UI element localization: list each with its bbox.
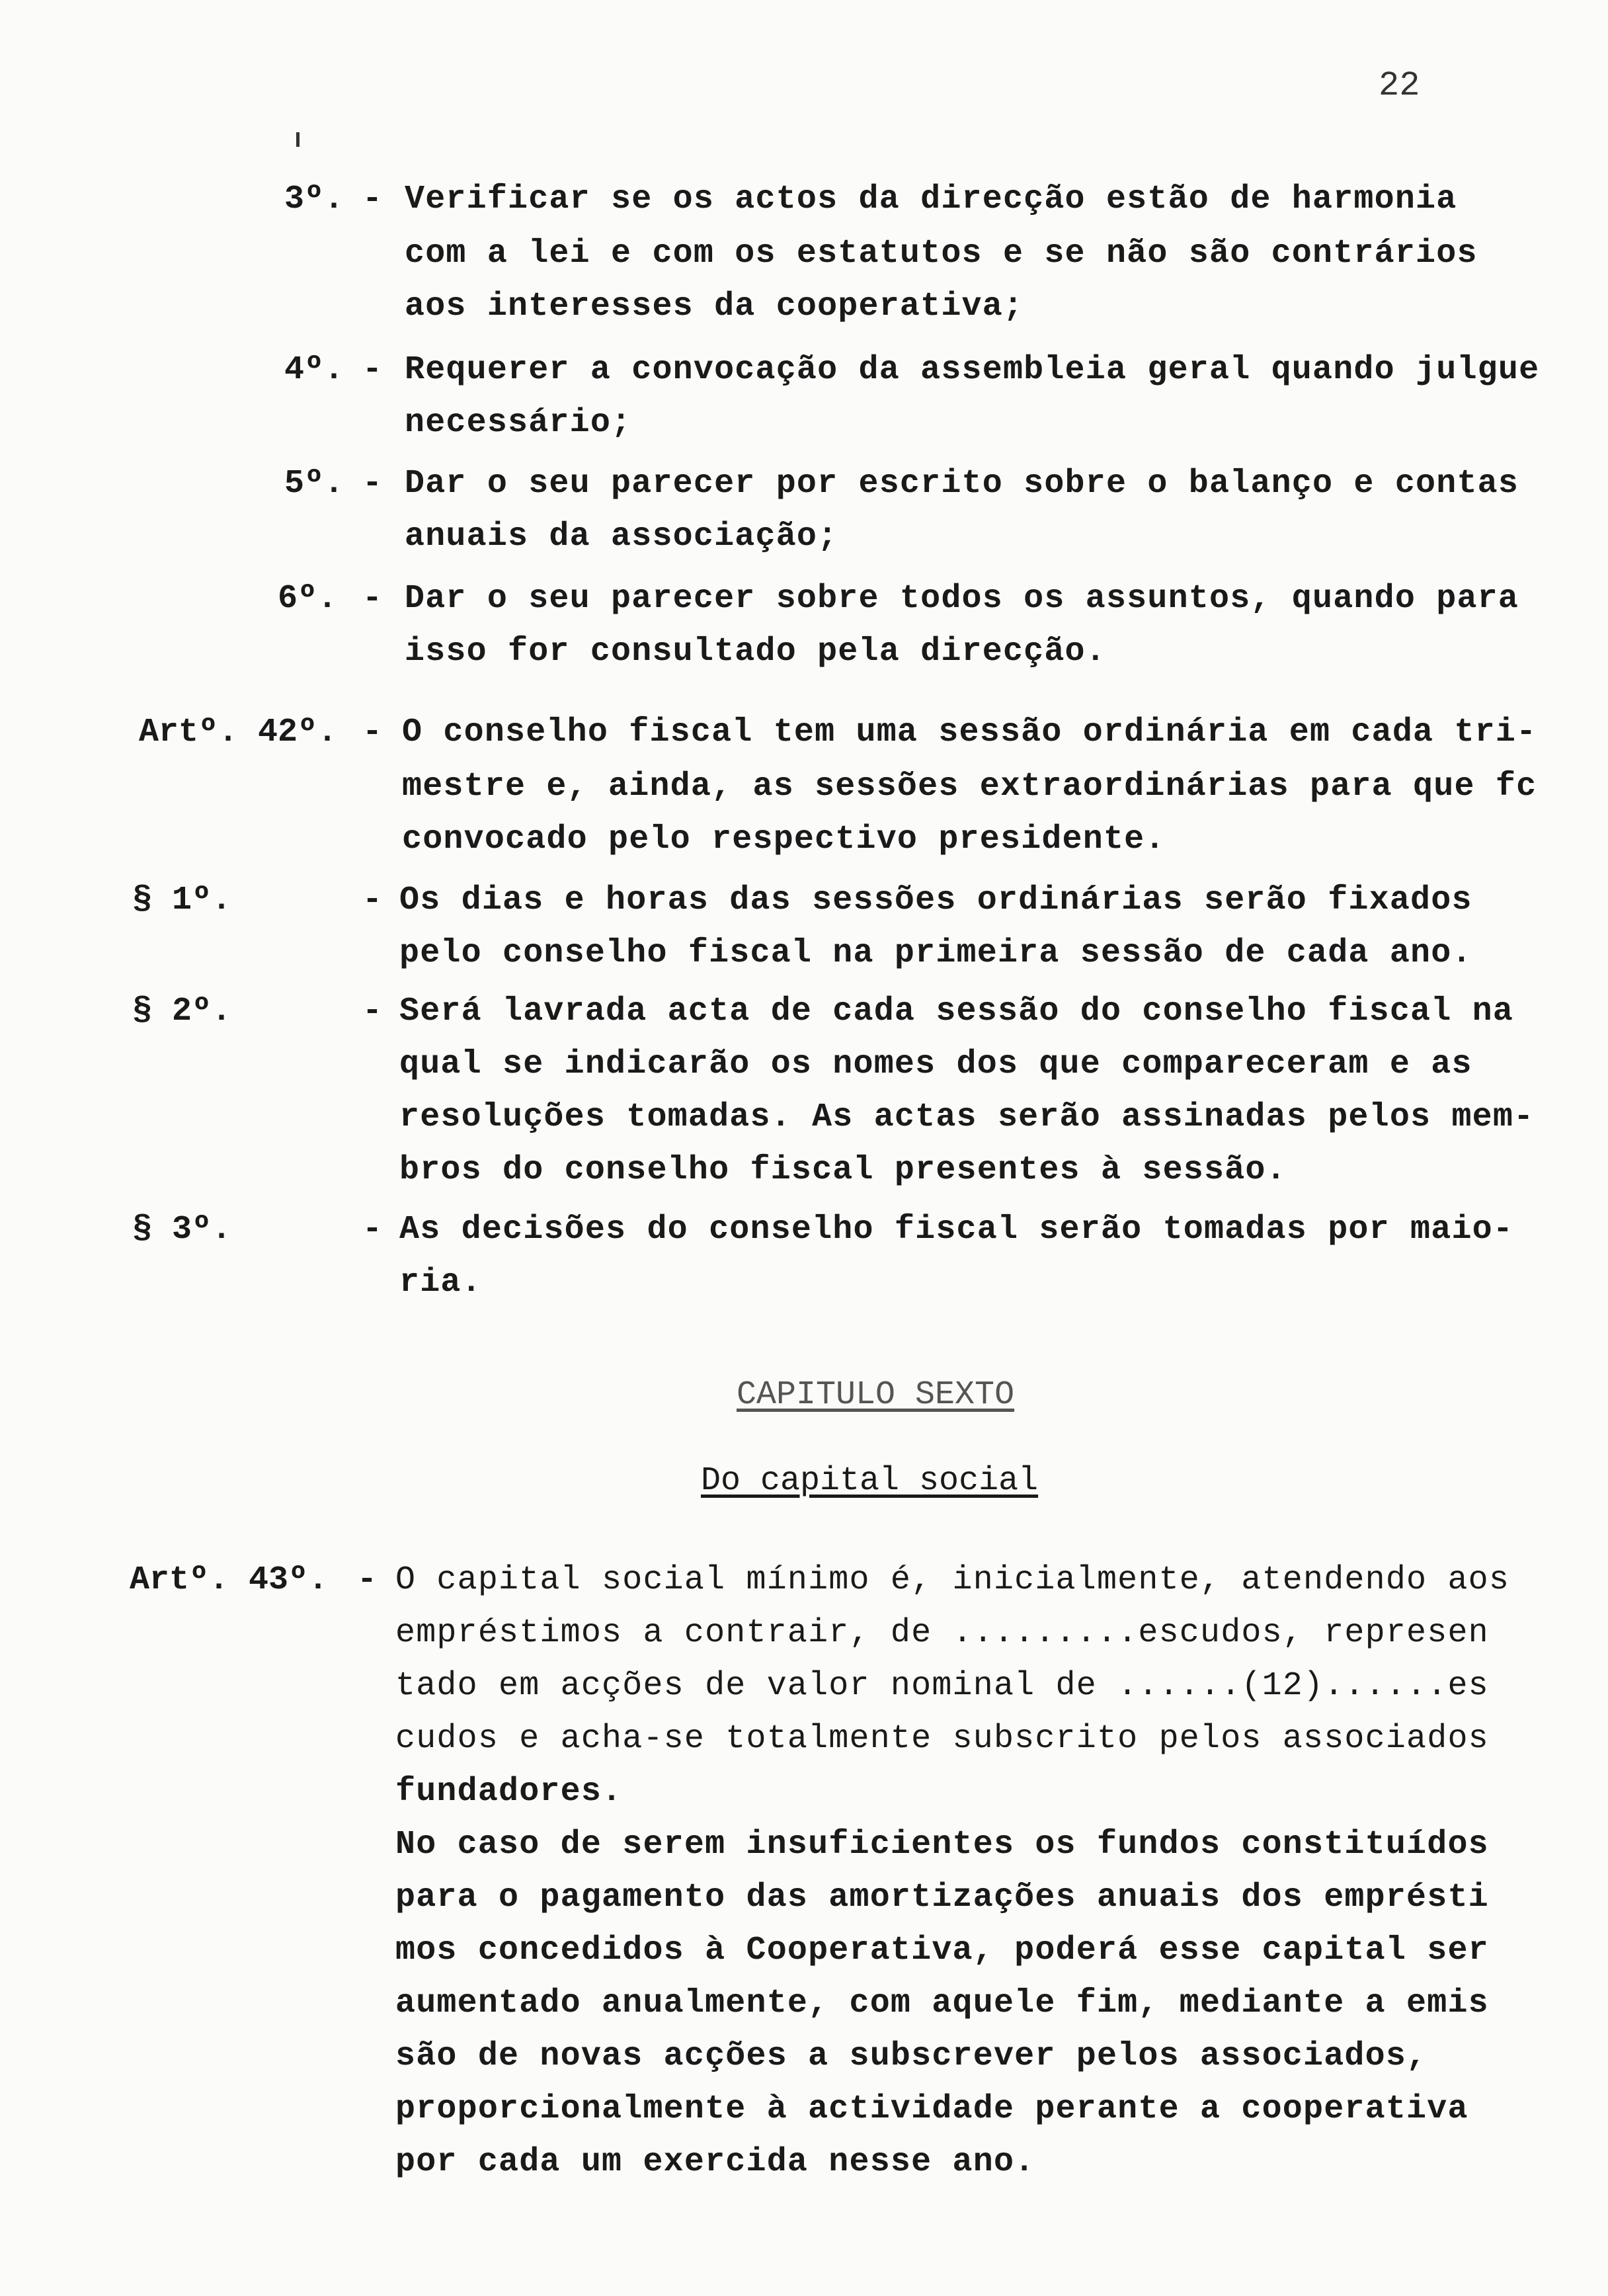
article-line: convocado pelo respectivo presidente. bbox=[402, 821, 1166, 858]
article-dash: - bbox=[362, 714, 383, 751]
paragraph-line: ria. bbox=[399, 1264, 482, 1301]
item-line: Verificar se os actos da direcção estão de harmonia bbox=[405, 181, 1457, 218]
article-label: Artº. 43º. bbox=[130, 1561, 329, 1599]
paragraph-line: As decisões do conselho fiscal serão tomadas por maio- bbox=[399, 1211, 1514, 1249]
item-dash: - bbox=[362, 181, 383, 218]
paragraph-label: § 2º. bbox=[132, 993, 232, 1030]
article-dash: - bbox=[357, 1561, 378, 1599]
paragraph-dash: - bbox=[362, 1211, 383, 1249]
item-label: 3º. bbox=[284, 181, 344, 218]
paragraph-line: Será lavrada acta de cada sessão do conselho fiscal na bbox=[399, 993, 1514, 1030]
item-line: anuais da associação; bbox=[405, 518, 838, 555]
paragraph-line: bros do conselho fiscal presentes à sessão. bbox=[399, 1151, 1287, 1189]
paragraph-line: pelo conselho fiscal na primeira sessão de cada ano. bbox=[399, 934, 1472, 972]
chapter-subtitle: Do capital social bbox=[701, 1462, 1039, 1500]
article-line: para o pagamento das amortizações anuais dos emprésti bbox=[395, 1879, 1489, 1916]
article-line: fundadores. bbox=[395, 1773, 623, 1811]
article-line: aumentado anualmente, com aquele fim, mediante a emis bbox=[395, 1985, 1489, 2022]
item-line: necessário; bbox=[405, 404, 632, 442]
item-dash: - bbox=[362, 351, 383, 389]
item-line: aos interesses da cooperativa; bbox=[405, 288, 1024, 325]
item-label: 4º. bbox=[284, 351, 344, 389]
item-label: 6º. bbox=[278, 580, 338, 618]
article-line: mos concedidos à Cooperativa, poderá esse capital ser bbox=[395, 1932, 1489, 1969]
article-line: O capital social mínimo é, inicialmente, atendendo aos bbox=[395, 1561, 1510, 1599]
page-number: 22 bbox=[1379, 66, 1420, 105]
paragraph-label: § 3º. bbox=[132, 1211, 232, 1249]
item-line: isso for consultado pela direcção. bbox=[405, 633, 1106, 671]
article-line: proporcionalmente à actividade perante a cooperativa bbox=[395, 2090, 1468, 2128]
article-line: mestre e, ainda, as sessões extraordinárias para que fc bbox=[402, 768, 1537, 805]
article-line: são de novas acções a subscrever pelos associados, bbox=[395, 2037, 1427, 2075]
chapter-title: CAPITULO SEXTO bbox=[737, 1376, 1015, 1414]
item-line: com a lei e com os estatutos e se não são contrários bbox=[405, 235, 1478, 272]
item-line: Requerer a convocação da assembleia geral quando julgue bbox=[405, 351, 1540, 389]
article-line: empréstimos a contrair, de .........escudos, represen bbox=[395, 1614, 1489, 1652]
paragraph-line: resoluções tomadas. As actas serão assinadas pelos mem- bbox=[399, 1098, 1535, 1136]
item-label: 5º. bbox=[284, 465, 344, 503]
article-line: O conselho fiscal tem uma sessão ordinária em cada tri- bbox=[402, 714, 1537, 751]
paragraph-label: § 1º. bbox=[132, 882, 232, 919]
item-dash: - bbox=[362, 465, 383, 503]
paragraph-dash: - bbox=[362, 882, 383, 919]
article-line: tado em acções de valor nominal de ......(12)......es bbox=[395, 1667, 1489, 1705]
article-line: cudos e acha-se totalmente subscrito pelos associados bbox=[395, 1720, 1489, 1758]
margin-mark bbox=[296, 132, 300, 147]
item-line: Dar o seu parecer sobre todos os assuntos, quando para bbox=[405, 580, 1519, 618]
item-dash: - bbox=[362, 580, 383, 618]
item-line: Dar o seu parecer por escrito sobre o balanço e contas bbox=[405, 465, 1519, 503]
article-line: No caso de serem insuficientes os fundos constituídos bbox=[395, 1826, 1489, 1864]
paragraph-line: qual se indicarão os nomes dos que compareceram e as bbox=[399, 1046, 1472, 1083]
article-label: Artº. 42º. bbox=[139, 714, 338, 751]
paragraph-dash: - bbox=[362, 993, 383, 1030]
paragraph-line: Os dias e horas das sessões ordinárias serão fixados bbox=[399, 882, 1472, 919]
article-line: por cada um exercida nesse ano. bbox=[395, 2143, 1035, 2181]
